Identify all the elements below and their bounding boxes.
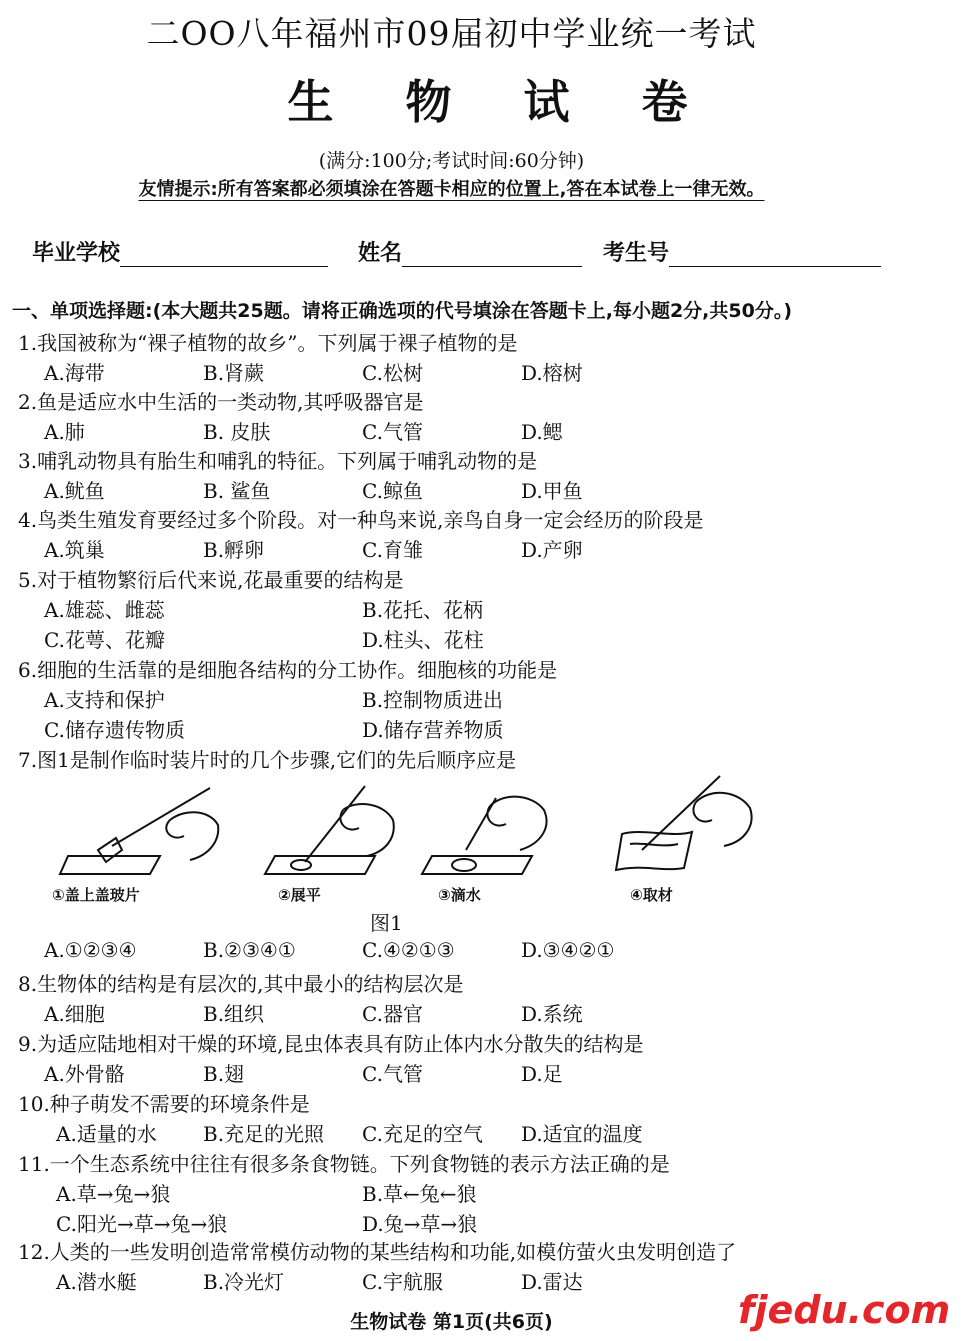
option-b: B.花托、花柄 (362, 598, 484, 622)
option-a: A.外骨骼 (44, 1062, 125, 1086)
option-d: D.柱头、花柱 (362, 628, 484, 652)
option-c: C.气管 (362, 420, 423, 444)
option-b: B.组织 (203, 1002, 265, 1026)
question-stem: 2.鱼是适应水中生活的一类动物,其呼吸器官是 (18, 390, 424, 414)
option-d: D.甲鱼 (521, 479, 583, 503)
question-stem: 5.对于植物繁衍后代来说,花最重要的结构是 (18, 568, 404, 592)
option-a: A.潜水艇 (56, 1270, 137, 1294)
option-a: A.海带 (44, 361, 105, 385)
figure-label-step-1: ①盖上盖玻片 (52, 886, 140, 904)
subject-title: 生物试卷 (287, 75, 760, 129)
school-label: 毕业学校 (32, 241, 121, 266)
exam-title: 二OO八年福州市09届初中学业统一考试 (146, 14, 757, 53)
option-c: C.储存遗传物质 (44, 718, 185, 742)
question-stem: 11.一个生态系统中往往有很多条食物链。下列食物链的表示方法正确的是 (18, 1152, 670, 1176)
option-b: B.冷光灯 (203, 1270, 285, 1294)
option-a: A.适量的水 (56, 1122, 157, 1146)
option-a: A.细胞 (44, 1002, 105, 1026)
figure-step-2-drawing (255, 780, 415, 880)
question-stem: 4.鸟类生殖发育要经过多个阶段。对一种鸟来说,亲鸟自身一定会经历的阶段是 (18, 508, 704, 532)
name-field (358, 236, 582, 267)
option-d: D.雷达 (521, 1270, 583, 1294)
option-d: D.榕树 (521, 361, 583, 385)
option-d: D.兔→草→狼 (362, 1212, 478, 1236)
option-a: A.①②③④ (44, 938, 137, 962)
option-b: B.控制物质进出 (362, 688, 504, 712)
option-a: A.雄蕊、雌蕊 (44, 598, 165, 622)
school-blank[interactable] (120, 242, 328, 267)
figure-step-3-drawing (420, 780, 580, 880)
option-c: C.充足的空气 (362, 1122, 483, 1146)
option-c: C.气管 (362, 1062, 423, 1086)
question-stem: 1.我国被称为“裸子植物的故乡”。下列属于裸子植物的是 (18, 331, 518, 355)
option-a: A.支持和保护 (44, 688, 165, 712)
option-d: D.适宜的温度 (521, 1122, 643, 1146)
option-d: D.系统 (521, 1002, 583, 1026)
figure-step-1-drawing (60, 780, 220, 880)
exam-tip: 友情提示:所有答案都必须填涂在答题卡相应的位置上,答在本试卷上一律无效。 (138, 179, 765, 200)
figure-label-step-3: ③滴水 (438, 886, 481, 904)
option-c: C.阳光→草→兔→狼 (56, 1212, 228, 1236)
option-d: D.储存营养物质 (362, 718, 504, 742)
page-footer: 生物试卷 第1页(共6页) (350, 1311, 553, 1333)
figure-label-step-4: ④取材 (630, 886, 673, 904)
question-stem: 9.为适应陆地相对干燥的环境,昆虫体表具有防止体内水分散失的结构是 (18, 1032, 644, 1056)
figure-step-4-drawing (612, 772, 762, 880)
name-label: 姓名 (358, 241, 403, 266)
question-stem: 7.图1是制作临时装片时的几个步骤,它们的先后顺序应是 (18, 748, 517, 772)
exam-no-field (603, 236, 881, 267)
option-b: B. 皮肤 (203, 420, 271, 444)
school-field (32, 236, 328, 267)
question-stem: 12.人类的一些发明创造常常模仿动物的某些结构和功能,如模仿萤火虫发明创造了 (18, 1240, 737, 1264)
option-c: C.宇航服 (362, 1270, 443, 1294)
option-b: B.草←兔←狼 (362, 1182, 477, 1206)
score-info: (满分:100分;考试时间:60分钟) (318, 150, 585, 172)
name-blank[interactable] (402, 242, 582, 267)
option-a: A.草→兔→狼 (56, 1182, 171, 1206)
exam-no-blank[interactable] (669, 242, 881, 267)
option-b: B.翅 (203, 1062, 245, 1086)
question-stem: 3.哺乳动物具有胎生和哺乳的特征。下列属于哺乳动物的是 (18, 449, 538, 473)
option-b: B. 鲨鱼 (203, 479, 271, 503)
section-heading: 一、单项选择题:(本大题共25题。请将正确选项的代号填涂在答题卡上,每小题2分,共50分。) (12, 300, 793, 322)
option-a: A.肺 (44, 420, 85, 444)
option-c: C.④②①③ (362, 938, 455, 962)
question-stem: 6.细胞的生活靠的是细胞各结构的分工协作。细胞核的功能是 (18, 658, 558, 682)
figure-caption: 图1 (370, 911, 403, 935)
site-watermark: fjedu.com (738, 1288, 951, 1332)
option-c: C.器官 (362, 1002, 423, 1026)
option-b: B.②③④① (203, 938, 296, 962)
option-c: C.花萼、花瓣 (44, 628, 165, 652)
question-stem: 8.生物体的结构是有层次的,其中最小的结构层次是 (18, 972, 464, 996)
option-a: A.筑巢 (44, 538, 105, 562)
figure-label-step-2: ②展平 (278, 886, 321, 904)
option-c: C.育雏 (362, 538, 423, 562)
option-b: B.充足的光照 (203, 1122, 325, 1146)
option-d: D.产卵 (521, 538, 583, 562)
option-a: A.鱿鱼 (44, 479, 105, 503)
option-c: C.鲸鱼 (362, 479, 423, 503)
option-d: D.鳃 (521, 420, 563, 444)
option-d: D.足 (521, 1062, 563, 1086)
exam-no-label: 考生号 (603, 241, 670, 266)
question-stem: 10.种子萌发不需要的环境条件是 (18, 1092, 310, 1116)
option-b: B.孵卵 (203, 538, 265, 562)
option-c: C.松树 (362, 361, 423, 385)
option-d: D.③④②① (521, 938, 615, 962)
option-b: B.肾蕨 (203, 361, 265, 385)
